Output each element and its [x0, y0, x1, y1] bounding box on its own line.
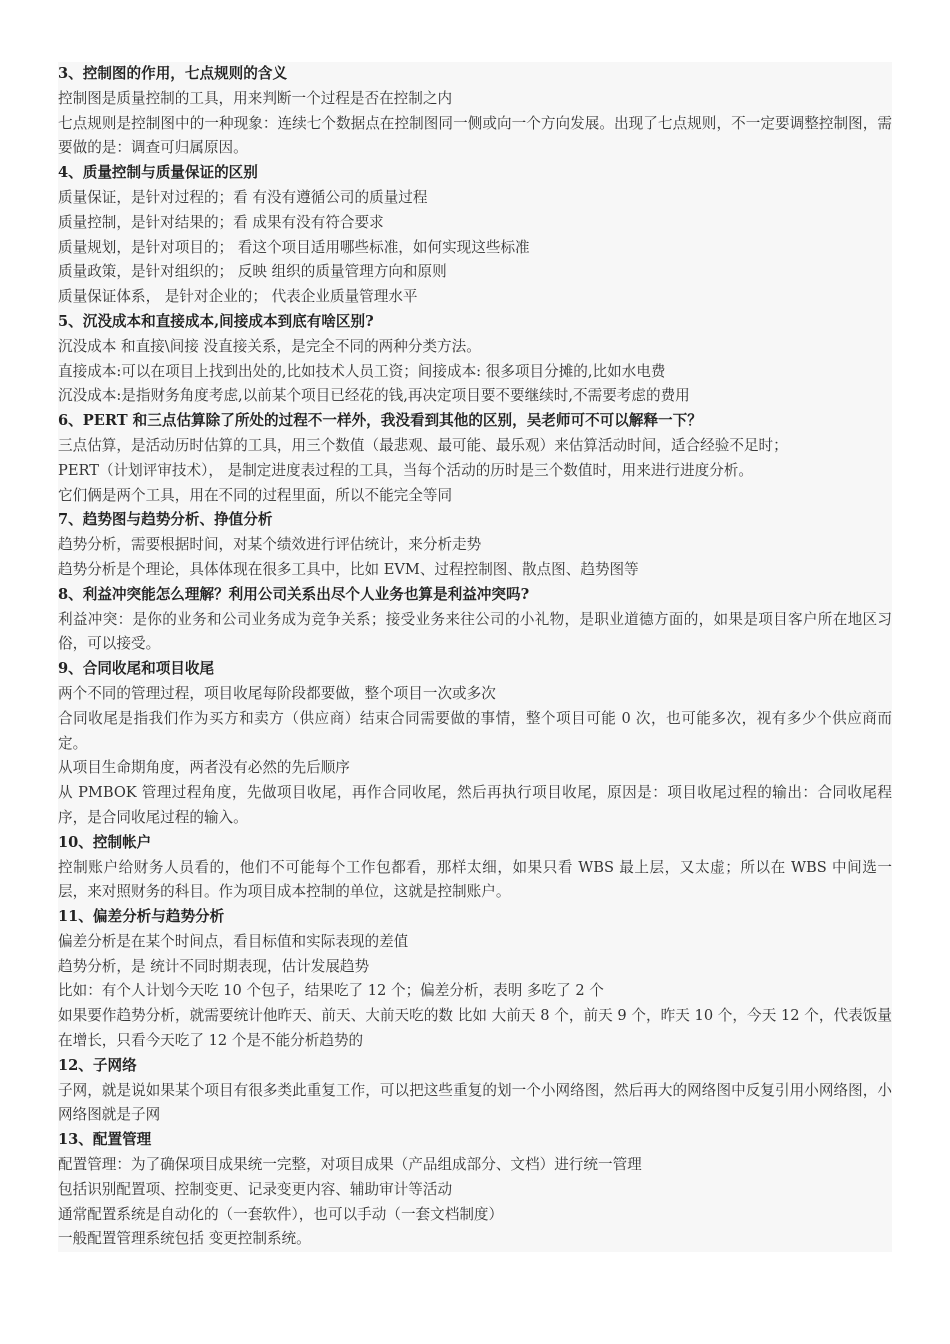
- paragraph: 质量政策，是针对组织的； 反映 组织的质量管理方向和原则: [58, 263, 447, 281]
- paragraph: 合同收尾是指我们作为买方和卖方（供应商）结束合同需要做的事情，整个项目可能 0 次，也可能多次，视有多少个供应商而定。: [58, 709, 892, 752]
- section-heading: 6、PERT 和三点估算除了所处的过程不一样外，我没看到其他的区别，吴老师可不可以解释一下？: [58, 412, 702, 430]
- section-heading: 9、合同收尾和项目收尾: [58, 660, 215, 678]
- paragraph: 它们俩是两个工具，用在不同的过程里面，所以不能完全等同: [58, 486, 453, 504]
- paragraph: 配置管理：为了确保项目成果统一完整，对项目成果（产品组成部分、文档）进行统一管理: [58, 1156, 642, 1174]
- section-heading: 12、子网络: [58, 1056, 137, 1074]
- section-heading: 7、趋势图与趋势分析、挣值分析: [58, 511, 273, 529]
- paragraph: 质量控制，是针对结果的；看 成果有没有符合要求: [58, 213, 384, 231]
- paragraph: 通常配置系统是自动化的（一套软件），也可以手动（一套文档制度）: [58, 1205, 504, 1223]
- paragraph: 一般配置管理系统包括 变更控制系统。: [58, 1230, 311, 1248]
- paragraph: 质量保证体系， 是针对企业的； 代表企业质量管理水平: [58, 288, 418, 306]
- paragraph: 直接成本:可以在项目上找到出处的,比如技术人员工资；间接成本: 很多项目分摊的,比如水电费: [58, 362, 666, 380]
- paragraph: 七点规则是控制图中的一种现象：连续七个数据点在控制图同一侧或向一个方向发展。出现了七点规则，不一定要调整控制图，需要做的是：调查可归属原因。: [58, 114, 892, 157]
- paragraph: 趋势分析，需要根据时间，对某个绩效进行评估统计，来分析走势: [58, 536, 482, 554]
- section-heading: 4、质量控制与质量保证的区别: [58, 164, 258, 182]
- paragraph: 从项目生命期角度，两者没有必然的先后顺序: [58, 759, 350, 777]
- document-page: [58, 62, 892, 1252]
- paragraph: 质量规划，是针对项目的； 看这个项目适用哪些标准，如何实现这些标准: [58, 238, 530, 256]
- paragraph: 偏差分析是在某个时间点，看目标值和实际表现的差值: [58, 932, 409, 950]
- paragraph: 包括识别配置项、控制变更、记录变更内容、辅助审计等活动: [58, 1180, 453, 1198]
- paragraph: 质量保证，是针对过程的；看 有没有遵循公司的质量过程: [58, 188, 428, 206]
- paragraph: 沉没成本 和直接\间接 没直接关系，是完全不同的两种分类方法。: [58, 337, 481, 355]
- paragraph: 如果要作趋势分析，就需要统计他昨天、前天、大前天吃的数 比如 大前天 8 个，前天 9 个，昨天 10 个，今天 12 个，代表饭量在增长，只看今天吃了 12 个是不能分析趋势的: [58, 1007, 892, 1050]
- section-heading: 10、控制帐户: [58, 833, 152, 851]
- paragraph: 从 PMBOK 管理过程角度，先做项目收尾，再作合同收尾，然后再执行项目收尾，原因是：项目收尾过程的输出：合同收尾程序，是合同收尾过程的输入。: [58, 784, 892, 826]
- section-heading: 11、偏差分析与趋势分析: [58, 908, 225, 926]
- section-heading: 3、控制图的作用，七点规则的含义: [58, 65, 288, 82]
- paragraph: 控制图是质量控制的工具，用来判断一个过程是否在控制之内: [58, 89, 453, 107]
- paragraph: 两个不同的管理过程，项目收尾每阶段都要做，整个项目一次或多次: [58, 684, 496, 702]
- paragraph: 沉没成本:是指财务角度考虑,以前某个项目已经花的钱,再决定项目要不要继续时,不需要考虑的费用: [58, 387, 690, 405]
- section-heading: 8、利益冲突能怎么理解？利用公司关系出尽个人业务也算是利益冲突吗?: [58, 585, 530, 603]
- paragraph: 比如：有个人计划今天吃 10 个包子，结果吃了 12 个；偏差分析，表明 多吃了 2 个: [58, 982, 604, 1000]
- paragraph: 趋势分析是个理论，具体体现在很多工具中，比如 EVM、过程控制图、散点图、趋势图等: [58, 560, 639, 578]
- section-heading: 13、配置管理: [58, 1131, 152, 1149]
- paragraph: 三点估算，是活动历时估算的工具，用三个数值（最悲观、最可能、最乐观）来估算活动时间，适合经验不足时；: [58, 436, 788, 454]
- paragraph: 控制账户给财务人员看的，他们不可能每个工作包都看，那样太细，如果只看 WBS 最上层，又太虚；所以在 WBS 中间选一层，来对照财务的科目。作为项目成本控制的单位，这就是控制账户。: [58, 858, 892, 901]
- paragraph: 子网，就是说如果某个项目有很多类此重复工作，可以把这些重复的划一个小网络图，然后再大的网络图中反复引用小网络图，小网络图就是子网: [58, 1081, 892, 1124]
- section-heading: 5、沉没成本和直接成本,间接成本到底有啥区别?: [58, 312, 374, 330]
- paragraph: PERT（计划评审技术）， 是制定进度表过程的工具，当每个活动的历时是三个数值时，用来进行进度分析。: [58, 461, 753, 479]
- paragraph: 利益冲突：是你的业务和公司业务成为竞争关系；接受业务来往公司的小礼物，是职业道德方面的，如果是项目客户所在地区习俗，可以接受。: [58, 610, 892, 653]
- paragraph: 趋势分析，是 统计不同时期表现，估计发展趋势: [58, 957, 370, 975]
